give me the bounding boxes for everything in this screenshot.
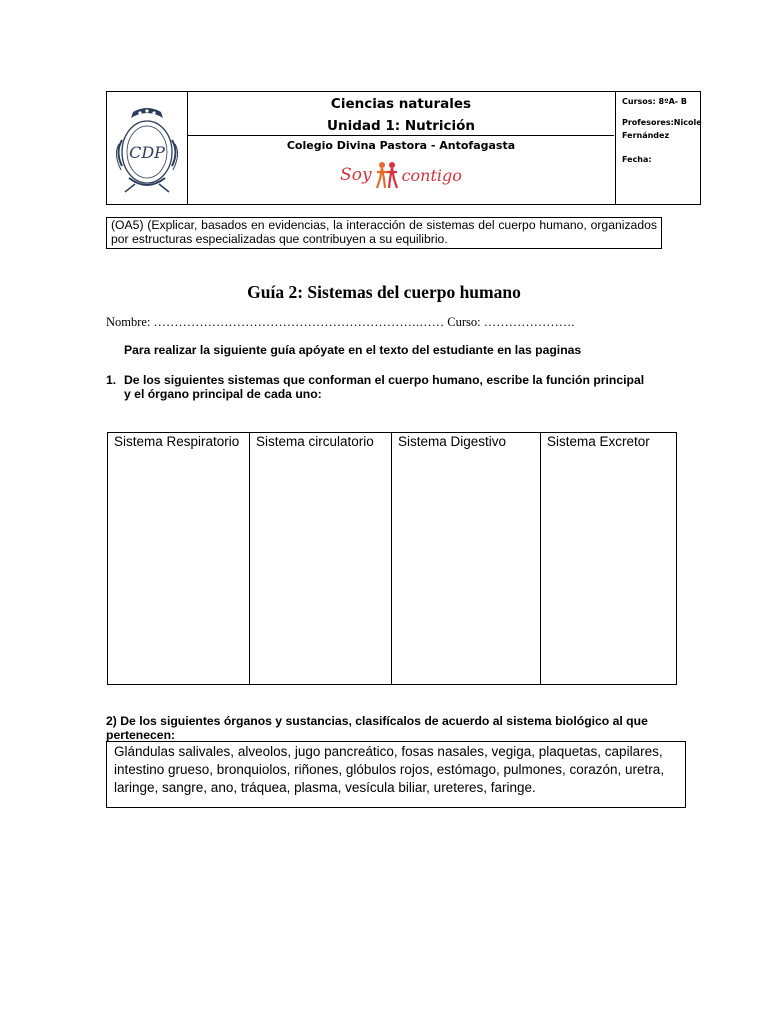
question2-line2: pertenecen: (106, 728, 176, 742)
logo-cell (107, 92, 188, 204)
title-cell (188, 92, 614, 136)
systems-table (107, 432, 677, 685)
column-header: Sistema Excretor (547, 434, 650, 449)
question1-number: 1. (106, 373, 117, 387)
organs-line: laringe, sangre, ano, tráquea, plasma, vesícula biliar, ureteres, faringe. (114, 780, 536, 795)
slogan-soy: Soy (340, 165, 372, 185)
organs-line: Glándulas salivales, alveolos, jugo pancreático, fosas nasales, vegiga, plaquetas, capilares, (114, 744, 663, 759)
question1-line2: y el órgano principal de cada uno: (124, 387, 322, 401)
children-figures-icon (374, 160, 400, 190)
school-crest-logo (107, 92, 187, 204)
teachers-name: Fernández (622, 131, 670, 140)
slogan-contigo: contigo (401, 165, 462, 185)
header-table (106, 91, 701, 205)
date-label: Fecha: (622, 155, 652, 164)
teachers-label: Profesores:Nicole (622, 118, 702, 127)
name-course-line[interactable]: Nombre: ……………………………………………………….…… Curso: …………………. (106, 315, 575, 329)
guide-title: Guía 2: Sistemas del cuerpo humano (247, 282, 521, 302)
courses-label: Cursos: 8ºA- B (622, 97, 687, 106)
slogan-logo (188, 159, 614, 191)
column-excretory[interactable] (541, 433, 676, 684)
column-respiratory[interactable] (108, 433, 250, 684)
school-cell (188, 136, 614, 204)
column-header: Sistema Respiratorio (114, 434, 240, 449)
unit-title: Unidad 1: Nutrición (327, 118, 475, 134)
school-name: Colegio Divina Pastora - Antofagasta (286, 139, 516, 152)
organs-line: intestino grueso, bronquiolos, riñones, glóbulos rojos, estómago, pulmones, corazón, uretra, (114, 762, 665, 777)
instruction-text: Para realizar la siguiente guía apóyate en el texto del estudiante en las paginas (124, 343, 582, 357)
column-header: Sistema Digestivo (398, 434, 507, 449)
column-header: Sistema circulatorio (256, 434, 374, 449)
column-circulatory[interactable] (250, 433, 392, 684)
objective-box: (OA5) (Explicar, basados en evidencias, la interacción de sistemas del cuerpo humano, organizados por estructuras especializadas que contribuyen a su equilibrio. (106, 217, 662, 249)
column-digestive[interactable] (392, 433, 541, 684)
subject-title: Ciencias naturales (330, 96, 472, 112)
organs-list-box (106, 741, 686, 808)
svg-text:CDP: CDP (129, 143, 165, 162)
question2-line1: 2) De los siguientes órganos y sustancias, clasifícalos de acuerdo al sistema biológico al que (106, 714, 648, 728)
question1-line1: De los siguientes sistemas que conforman el cuerpo humano, escribe la función principal (124, 373, 645, 387)
info-cell (615, 92, 701, 204)
